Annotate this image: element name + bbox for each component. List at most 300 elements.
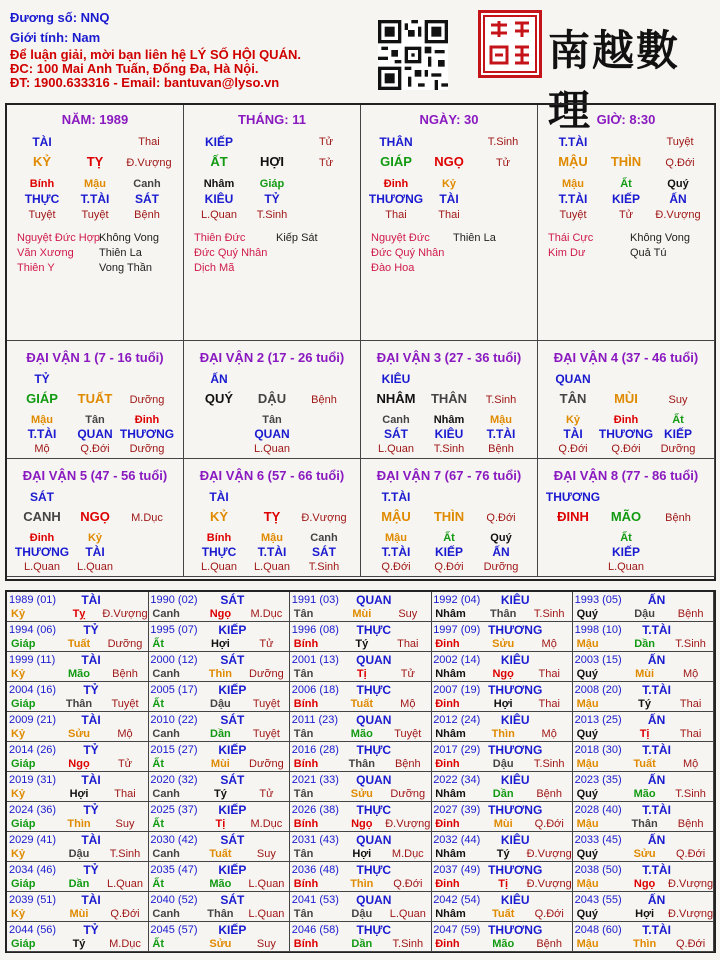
- year-cell: [431, 712, 573, 742]
- year-cell: [290, 892, 432, 922]
- year-cell: [7, 712, 149, 742]
- hidden-stem: Đinh: [383, 178, 409, 190]
- ten-god: TỶ: [83, 803, 99, 817]
- ten-god: SÁT: [220, 713, 245, 727]
- year-label: 2044 (56): [9, 924, 57, 936]
- ten-god: SÁT: [220, 593, 245, 607]
- year-cell: [7, 592, 149, 622]
- life-stage: Tuyệt: [559, 209, 587, 221]
- year-label: 2004 (16): [9, 684, 57, 696]
- hidden-stem: Bính: [29, 178, 55, 190]
- heavenly-stem: Kỷ: [11, 908, 26, 920]
- heavenly-stem: Quý: [576, 848, 598, 860]
- life-stage: L.Quan: [106, 878, 144, 890]
- star-name: Quả Tú: [630, 247, 667, 259]
- hidden-stem: Bính: [206, 532, 232, 544]
- earthly-branch: Dần: [68, 878, 90, 890]
- ten-god: THƯƠNG: [14, 545, 70, 559]
- earthly-branch: Tý: [213, 788, 227, 800]
- earthly-branch: TỴ: [86, 154, 104, 169]
- heavenly-stem: Bính: [293, 818, 319, 830]
- ten-god: KIÊU: [500, 833, 530, 847]
- year-cell: [431, 862, 573, 892]
- life-stage: Tử: [400, 668, 415, 680]
- life-stage: Đ.Vượng: [301, 512, 347, 524]
- heavenly-stem: Đinh: [435, 878, 460, 890]
- star-name: Vong Thần: [99, 262, 153, 274]
- year-label: 2010 (22): [150, 714, 198, 726]
- life-stage: Thai: [679, 698, 702, 710]
- earthly-branch: Dần: [492, 788, 514, 800]
- year-cell: [573, 652, 715, 682]
- heavenly-stem: Canh: [152, 728, 180, 740]
- profile-id: Đương số: NNQ: [10, 10, 110, 25]
- year-cell: [148, 712, 290, 742]
- ten-god: TÀI: [81, 653, 101, 667]
- earthly-branch: Tị: [498, 878, 509, 890]
- heavenly-stem: GIÁP: [26, 391, 58, 406]
- year-label: 2024 (36): [9, 804, 57, 816]
- earthly-branch: Thân: [348, 758, 375, 770]
- earthly-branch: MÃO: [610, 509, 642, 524]
- pillar-title: THÁNG: 11: [238, 112, 306, 127]
- heavenly-stem: Canh: [152, 668, 180, 680]
- year-cell: [290, 682, 432, 712]
- heavenly-stem: Kỷ: [11, 608, 26, 620]
- year-label: 2005 (17): [150, 684, 198, 696]
- life-stage: Bệnh: [488, 443, 514, 455]
- ten-god: T.TÀI: [642, 683, 671, 697]
- heavenly-stem: Mậu: [576, 698, 599, 710]
- year-label: 1993 (05): [574, 594, 622, 606]
- earthly-branch: Sửu: [67, 728, 91, 740]
- ten-god-stem: TÀI: [32, 135, 52, 149]
- earthly-branch: Mùi: [352, 608, 372, 620]
- year-label: 2014 (26): [9, 744, 57, 756]
- year-label: 2008 (20): [574, 684, 622, 696]
- year-cell: [290, 922, 432, 952]
- ten-god: TÀI: [81, 773, 101, 787]
- earthly-branch: Hợi: [493, 698, 513, 710]
- year-label: 2027 (39): [433, 804, 481, 816]
- year-label: 2041 (53): [291, 894, 339, 906]
- header-info: [10, 8, 390, 98]
- life-stage: M.Dục: [391, 848, 424, 860]
- heavenly-stem: Nhâm: [435, 848, 466, 860]
- ten-god: THƯƠNG: [488, 623, 543, 637]
- heavenly-stem: MẬU: [558, 154, 588, 169]
- year-label: 2028 (40): [574, 804, 622, 816]
- life-stage: Suy: [668, 394, 688, 406]
- earthly-branch: Tuất: [350, 698, 373, 710]
- earthly-branch: Tị: [639, 728, 650, 740]
- life-stage: Bệnh: [677, 608, 704, 620]
- year-cell: [431, 922, 573, 952]
- year-cell: [573, 892, 715, 922]
- life-stage: Đ.Vượng: [126, 157, 172, 169]
- earthly-branch: Tuất: [491, 908, 515, 920]
- heavenly-stem: Canh: [152, 608, 180, 620]
- heavenly-stem: Kỷ: [11, 848, 26, 860]
- life-stage: Suy: [256, 938, 276, 950]
- ten-god: KIÊU: [204, 192, 234, 206]
- ten-god: THỰC: [356, 683, 392, 697]
- hidden-stem: Ất: [620, 178, 632, 190]
- earthly-branch: THÌN: [610, 154, 642, 169]
- year-label: 1999 (11): [9, 654, 56, 666]
- life-stage: Mộ: [400, 698, 416, 710]
- earthly-branch: Dần: [210, 728, 231, 740]
- life-stage: Dưỡng: [249, 758, 284, 770]
- earthly-branch: TỴ: [263, 509, 281, 524]
- life-stage: Đ.Vượng: [526, 848, 572, 860]
- life-stage: Đ.Vượng: [526, 878, 572, 890]
- life-stage: Q.Đới: [80, 443, 110, 455]
- ten-god: QUAN: [356, 593, 392, 607]
- year-cell: [7, 922, 149, 952]
- year-label: 1989 (01): [9, 594, 57, 606]
- year-label: 2046 (58): [291, 924, 339, 936]
- ten-god: TÀI: [81, 713, 101, 727]
- star-name: Không Vong: [99, 232, 159, 244]
- ten-god: KIẾP: [663, 427, 693, 441]
- year-cell: [290, 772, 432, 802]
- heavenly-stem: GIÁP: [380, 154, 412, 169]
- year-label: 1997 (09): [433, 624, 481, 636]
- hidden-stem: Mậu: [31, 414, 53, 426]
- life-stage: Tuyệt: [666, 136, 694, 148]
- life-stage: Thai: [385, 209, 407, 221]
- life-stage: L.Quan: [248, 878, 285, 890]
- life-stage: Bệnh: [536, 938, 563, 950]
- ten-god: THỰC: [356, 743, 392, 757]
- ten-god: THƯƠNG: [488, 923, 543, 937]
- year-label: 2015 (27): [150, 744, 198, 756]
- life-stage: Bệnh: [665, 512, 691, 524]
- life-stage: Đ.Vượng: [385, 818, 431, 830]
- life-stage: Q.Đới: [534, 908, 564, 920]
- heavenly-stem: Bính: [293, 878, 319, 890]
- ten-god: SÁT: [220, 893, 245, 907]
- life-stage: Mộ: [117, 728, 133, 740]
- life-stage: L.Quan: [253, 561, 291, 573]
- earthly-branch: HỢI: [259, 154, 285, 169]
- life-stage: L.Quan: [23, 561, 61, 573]
- earthly-branch: Tý: [496, 848, 510, 860]
- life-stage: Bệnh: [134, 209, 160, 221]
- dai-van-cell: [361, 341, 538, 459]
- life-stage: M.Dục: [250, 608, 283, 620]
- dai-van-cell: [7, 341, 184, 459]
- heavenly-stem: Quý: [576, 608, 598, 620]
- year-cell: [290, 832, 432, 862]
- life-stage: Tuyệt: [81, 209, 109, 221]
- ten-god: QUAN: [356, 773, 392, 787]
- life-stage: Mộ: [682, 668, 699, 680]
- life-stage: Tử: [318, 136, 334, 148]
- contact-address: ĐC: 100 Mai Anh Tuấn, Đống Đa, Hà Nội.: [10, 61, 259, 76]
- year-label: 2034 (46): [9, 864, 57, 876]
- earthly-branch: Hợi: [69, 788, 89, 800]
- earthly-branch: Dậu: [210, 698, 231, 710]
- heavenly-stem: Bính: [293, 938, 319, 950]
- ten-god: KIẾP: [218, 683, 247, 697]
- ten-god: THỰC: [201, 545, 237, 559]
- heavenly-stem: Bính: [293, 638, 319, 650]
- ten-god: ẤN: [647, 893, 666, 907]
- year-cell: [573, 772, 715, 802]
- ten-god: T.TÀI: [642, 863, 671, 877]
- life-stage: Thai: [114, 788, 136, 800]
- life-stage: T.Sinh: [392, 938, 424, 950]
- life-stage: L.Quan: [607, 561, 645, 573]
- ten-god: TỶ: [264, 192, 280, 206]
- heavenly-stem: Giáp: [11, 818, 36, 830]
- year-cell: [148, 892, 290, 922]
- star-name: Đào Hoa: [371, 262, 415, 274]
- ten-god: KIẾP: [218, 803, 247, 817]
- life-stage: Đ.Vượng: [655, 209, 701, 221]
- year-cell: [290, 622, 432, 652]
- hidden-stem: Mậu: [562, 178, 584, 190]
- life-stage: Dưỡng: [483, 561, 519, 573]
- life-stage: L.Quan: [200, 561, 238, 573]
- heavenly-stem: TÂN: [559, 391, 587, 406]
- life-stage: Thai: [538, 668, 560, 680]
- year-label: 2020 (32): [150, 774, 198, 786]
- earthly-branch: Mão: [209, 878, 232, 890]
- ten-god: KIẾP: [218, 863, 247, 877]
- ten-god: TÀI: [81, 893, 101, 907]
- heavenly-stem: Tân: [293, 728, 314, 740]
- life-stage: Mộ: [541, 728, 557, 740]
- life-stage: Tử: [259, 638, 274, 650]
- ten-god: KIÊU: [500, 653, 530, 667]
- year-cell: [573, 832, 715, 862]
- life-stage: Dưỡng: [129, 394, 165, 406]
- dai-van-title: ĐẠI VẬN 7 (67 - 76 tuổi): [376, 468, 522, 483]
- ten-god-stem: TÀI: [209, 490, 229, 504]
- earthly-branch: Dần: [634, 638, 655, 650]
- earthly-branch: Sửu: [492, 638, 515, 650]
- life-stage: Tuyệt: [111, 698, 139, 710]
- star-name: Dịch Mã: [194, 262, 235, 274]
- heavenly-stem: Ất: [152, 878, 164, 890]
- hidden-stem: Đinh: [134, 414, 160, 426]
- year-label: 2030 (42): [150, 834, 198, 846]
- year-label: 2048 (60): [574, 924, 622, 936]
- heavenly-stem: QUÝ: [204, 391, 234, 406]
- heavenly-stem: Canh: [152, 908, 180, 920]
- ten-god: THỰC: [356, 623, 392, 637]
- ten-god-stem: KIÊU: [381, 372, 411, 386]
- ten-god: THƯƠNG: [488, 803, 543, 817]
- ten-god: THƯƠNG: [488, 863, 543, 877]
- life-stage: L.Quan: [253, 443, 291, 455]
- earthly-branch: Thìn: [491, 728, 515, 740]
- year-cell: [573, 862, 715, 892]
- ten-god: SÁT: [312, 545, 336, 559]
- ten-god: TÀI: [81, 833, 101, 847]
- life-stage: Dưỡng: [390, 788, 426, 800]
- ten-god: THỰC: [356, 863, 392, 877]
- pillar-cell: [184, 105, 361, 341]
- earthly-branch: Tị: [215, 818, 226, 830]
- ten-god-stem: THÂN: [379, 135, 413, 149]
- heavenly-stem: Đinh: [435, 818, 460, 830]
- year-label: 2000 (12): [150, 654, 198, 666]
- ten-god: KIẾP: [611, 192, 641, 206]
- life-stage: Tử: [618, 209, 634, 221]
- year-label: 2002 (14): [433, 654, 481, 666]
- dai-van-title: ĐẠI VẬN 8 (77 - 86 tuổi): [553, 468, 699, 483]
- contact-phone-email: ĐT: 1900.633316 - Email: bantuvan@lyso.vn: [10, 75, 280, 90]
- annual-luck-table: [5, 590, 716, 953]
- year-cell: [431, 622, 573, 652]
- year-cell: [7, 802, 149, 832]
- heavenly-stem: MẬU: [381, 509, 411, 524]
- seal-stamp-icon: [478, 10, 542, 78]
- ten-god: T.TÀI: [257, 545, 287, 559]
- life-stage: Dưỡng: [107, 638, 143, 650]
- life-stage: Dưỡng: [249, 668, 284, 680]
- heavenly-stem: Đinh: [435, 698, 460, 710]
- ten-god: KIẾP: [218, 923, 247, 937]
- year-cell: [7, 772, 149, 802]
- life-stage: Đ.Vượng: [102, 608, 148, 620]
- earthly-branch: Thìn: [350, 878, 374, 890]
- hidden-stem: Quý: [490, 532, 512, 544]
- pillar-cell: [361, 105, 538, 341]
- earthly-branch: Mùi: [635, 668, 655, 680]
- ten-god: QUAN: [356, 893, 392, 907]
- year-cell: [148, 832, 290, 862]
- life-stage: Thai: [538, 698, 560, 710]
- ten-god: TÀI: [563, 427, 583, 441]
- ten-god: TÀI: [81, 593, 101, 607]
- ten-god: QUAN: [356, 833, 392, 847]
- ten-god: SÁT: [220, 653, 245, 667]
- heavenly-stem: Giáp: [11, 878, 36, 890]
- star-name: Nguyệt Đức: [371, 232, 430, 244]
- heavenly-stem: Ất: [152, 638, 164, 650]
- hidden-stem: Canh: [382, 414, 410, 426]
- life-stage: T.Sinh: [675, 638, 706, 650]
- qr-code-icon: [378, 20, 448, 90]
- ten-god: QUAN: [77, 427, 113, 441]
- heavenly-stem: Tân: [293, 848, 314, 860]
- hidden-stem: Canh: [133, 178, 161, 190]
- hidden-stem: Mậu: [490, 414, 512, 426]
- year-cell: [573, 592, 715, 622]
- year-cell: [431, 892, 573, 922]
- ten-god: T.TÀI: [642, 803, 671, 817]
- year-cell: [148, 682, 290, 712]
- life-stage: Q.Đới: [110, 908, 140, 920]
- year-label: 2047 (59): [433, 924, 481, 936]
- life-stage: Q.Đới: [434, 561, 464, 573]
- heavenly-stem: Bính: [293, 698, 319, 710]
- contact-line-1: Để luận giải, mời bạn liên hệ LÝ SỐ HỘI QUÁN.: [10, 47, 301, 62]
- heavenly-stem: Nhâm: [435, 908, 466, 920]
- life-stage: T.Sinh: [485, 394, 517, 406]
- earthly-branch: Tỵ: [72, 608, 86, 620]
- life-stage: Thai: [397, 638, 419, 650]
- ten-god: TỶ: [83, 863, 99, 877]
- life-stage: M.Dục: [109, 938, 141, 950]
- earthly-branch: NGỌ: [80, 509, 110, 524]
- ten-god: T.TÀI: [642, 923, 671, 937]
- life-stage: Thai: [438, 209, 460, 221]
- year-cell: [431, 772, 573, 802]
- year-label: 2037 (49): [433, 864, 481, 876]
- earthly-branch: Ngọ: [492, 668, 514, 680]
- ten-god: KIÊU: [500, 593, 530, 607]
- year-cell: [290, 742, 432, 772]
- year-label: 2029 (41): [9, 834, 57, 846]
- year-cell: [7, 832, 149, 862]
- life-stage: L.Quan: [200, 209, 238, 221]
- year-cell: [573, 742, 715, 772]
- life-stage: Mộ: [34, 443, 50, 455]
- dai-van-cell: [538, 459, 715, 577]
- life-stage: T.Sinh: [675, 788, 706, 800]
- year-label: 2036 (48): [291, 864, 339, 876]
- heavenly-stem: Nhâm: [435, 668, 466, 680]
- earthly-branch: Sửu: [209, 938, 232, 950]
- heavenly-stem: Quý: [576, 668, 598, 680]
- star-name: Thiên Y: [17, 262, 55, 274]
- dai-van-cell: [361, 459, 538, 577]
- heavenly-stem: Ất: [152, 758, 164, 770]
- gender: Giới tính: Nam: [10, 30, 101, 45]
- year-cell: [148, 652, 290, 682]
- dai-van-title: ĐẠI VẬN 2 (17 - 26 tuổi): [199, 350, 345, 365]
- year-cell: [573, 802, 715, 832]
- earthly-branch: Hợi: [635, 908, 655, 920]
- ten-god: SÁT: [220, 773, 245, 787]
- ten-god: KIẾP: [434, 545, 464, 559]
- year-cell: [431, 592, 573, 622]
- heavenly-stem: Tân: [293, 908, 314, 920]
- hidden-stem: Mậu: [84, 178, 106, 190]
- year-label: 1998 (10): [574, 624, 622, 636]
- ten-god: SÁT: [220, 833, 245, 847]
- earthly-branch: Dần: [351, 938, 373, 950]
- earthly-branch: Tý: [638, 698, 652, 710]
- life-stage: Tuyệt: [394, 728, 422, 740]
- dai-van-title: ĐẠI VẬN 5 (47 - 56 tuổi): [22, 468, 168, 483]
- heavenly-stem: Ất: [152, 698, 164, 710]
- ten-god-stem: T.TÀI: [558, 135, 588, 149]
- year-label: 2011 (23): [291, 714, 339, 726]
- heavenly-stem: ĐINH: [557, 509, 589, 524]
- ten-god: TỶ: [83, 923, 99, 937]
- life-stage: Q.Đới: [675, 848, 706, 860]
- ten-god: T.TÀI: [642, 623, 671, 637]
- ten-god: QUAN: [356, 653, 392, 667]
- year-label: 2035 (47): [150, 864, 198, 876]
- ten-god: QUAN: [254, 427, 290, 441]
- life-stage: Bệnh: [394, 758, 421, 770]
- ten-god: TÀI: [439, 192, 459, 206]
- hidden-stem: Ất: [443, 532, 455, 544]
- ten-god: TỶ: [83, 623, 99, 637]
- earthly-branch: Thìn: [208, 668, 232, 680]
- year-label: 2013 (25): [574, 714, 622, 726]
- year-label: 2043 (55): [574, 894, 622, 906]
- earthly-branch: Mão: [350, 728, 373, 740]
